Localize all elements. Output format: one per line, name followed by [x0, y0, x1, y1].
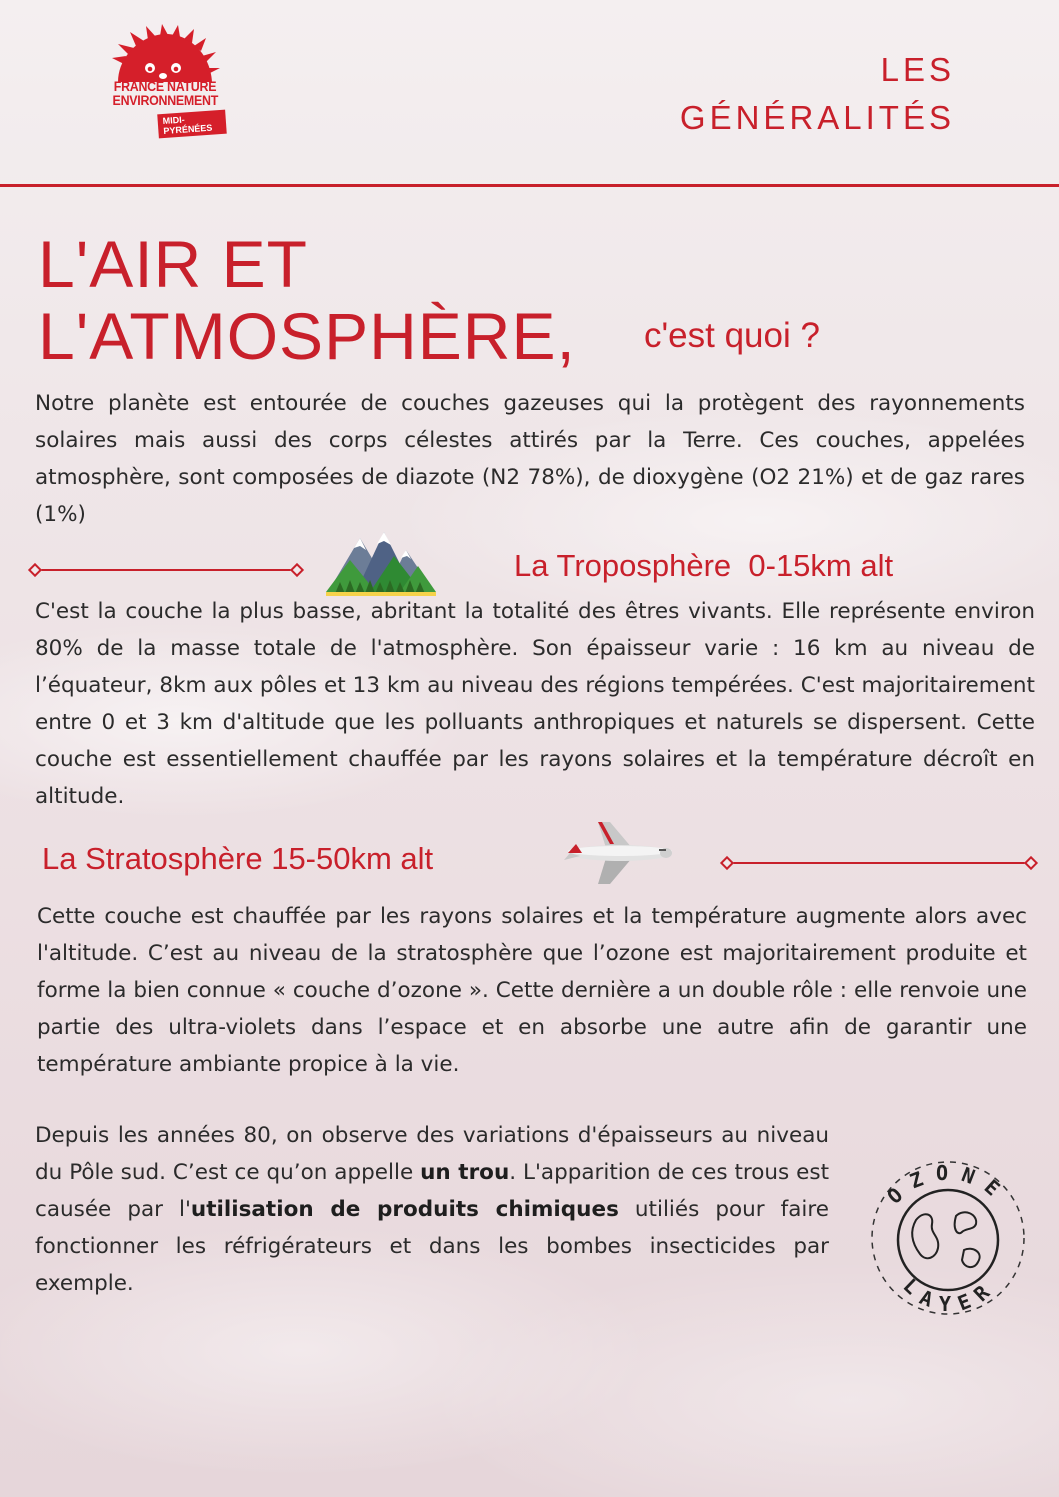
logo-line-2: ENVIRONNEMENT	[112, 93, 219, 108]
ozone-label-top: OZONE	[882, 1161, 1014, 1209]
airplane-icon	[562, 820, 674, 886]
ozone-bold-a: un trou	[420, 1160, 510, 1185]
ozone-label-bottom: LAYER	[898, 1273, 1002, 1316]
ozone-paragraph	[35, 1117, 829, 1302]
brand-logo	[104, 24, 226, 134]
ozone-text-b: . L'apparition de ces trous est causée par l'	[35, 1160, 829, 1222]
svg-text:LAYER	[899, 1274, 1002, 1316]
mountains-icon	[326, 530, 436, 596]
intro-paragraph: Notre planète est entourée de couches gazeuses qui la protègent des rayonnements solaires mais aussi des corps célestes attirés par la Terre. Ces couches, appelées atmosphère, sont composées de diazote (N2 78%), de dioxygène (O2 21%) et de gaz rares (1%)	[35, 391, 1025, 527]
troposphere-divider	[35, 569, 297, 571]
logo-line-1: FRANCE NATURE	[113, 79, 217, 94]
page-subtitle: c'est quoi ?	[644, 316, 820, 355]
header-divider	[0, 184, 1059, 187]
logo-region-badge: MIDI-PYRÉNÉES	[157, 110, 227, 139]
title-line-1: L'AIR ET	[38, 227, 309, 301]
ozone-text-a: Depuis les années 80, on observe des variations d'épaisseurs au niveau du Pôle sud. C’est ce qu’on appelle	[35, 1123, 829, 1185]
ozone-text-c: utiliés pour faire fonctionner les réfrigérateurs et dans les bombes insecticides par exemple.	[35, 1197, 829, 1296]
ozone-earth-icon	[860, 1150, 1036, 1326]
stratosphere-heading: La Stratosphère 15-50km alt	[42, 841, 434, 876]
svg-text:OZONE	[882, 1161, 1013, 1209]
title-line-2: L'ATMOSPHÈRE,	[38, 299, 576, 373]
page-title	[38, 228, 576, 372]
section-tag	[680, 46, 955, 142]
troposphere-paragraph: C'est la couche la plus basse, abritant la totalité des êtres vivants. Elle représente environ 80% de la masse totale de l'atmosphère. Son épaisseur varie : 16 km au niveau de l’équateur, 8km aux pôles et 13 km au niveau des régions tempérées. C'est majoritairement entre 0 et 3 km d'altitude que les polluants anthropiques et naturels se dispersent. Cette couche est essentiellement chauffée par les rayons solaires et la température décroît en altitude.	[35, 599, 1035, 809]
troposphere-heading: La Troposphère 0-15km alt	[514, 548, 894, 583]
section-tag-line-2: GÉNÉRALITÉS	[679, 99, 955, 136]
stratosphere-paragraph: Cette couche est chauffée par les rayons solaires et la température augmente alors avec l'altitude. C’est au niveau de la stratosphère que l’ozone est majoritairement produite et forme la bien connue « couche d’ozone ». Cette dernière a un double rôle : elle renvoie une partie des ultra-violets dans l’espace et en absorbe une autre afin de garantir une température ambiante propice à la vie.	[37, 904, 1027, 1077]
section-tag-line-1: LES	[880, 51, 955, 88]
stratosphere-divider	[727, 862, 1031, 864]
ozone-bold-b: utilisation de produits chimiques	[190, 1197, 619, 1222]
hedgehog-logo-icon	[104, 24, 226, 86]
